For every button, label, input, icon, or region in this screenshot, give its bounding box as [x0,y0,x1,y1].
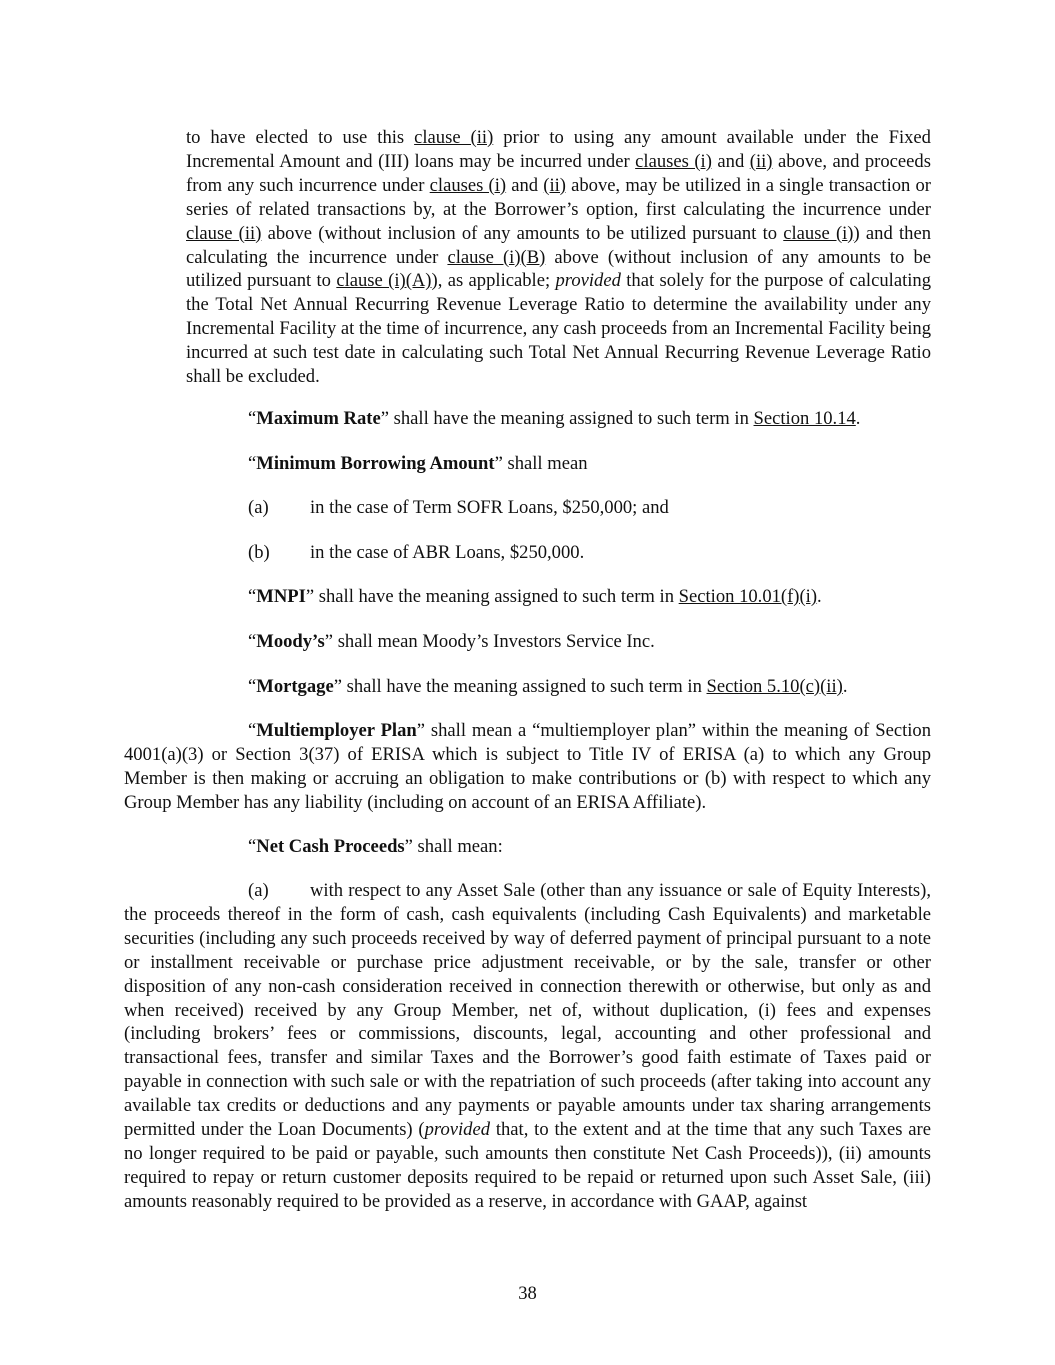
section-ref: Section 10.14 [753,408,856,429]
definition-multiemployer-plan: “Multiemployer Plan” shall mean a “multiemployer plan” within the meaning of Section 4001(a)(3) or Section 3(37) of ERISA which is subject to Title IV of ERISA (a) to which any Group Member is then making or accruing an obligation to make contributions or (b) with respect to which any Group Member has any liability (including on account of an ERISA Affiliate). [124,720,931,813]
definition-net-cash-proceeds: “Net Cash Proceeds” shall mean: [248,836,503,857]
clause-ref: clause (ii) [186,222,262,244]
definition-minimum-borrowing-amount: “Minimum Borrowing Amount” shall mean [248,453,588,474]
clause-ref: (ii) [749,150,773,172]
item-label: (b) [248,542,270,563]
incremental-proceeds-paragraph: to have elected to use this clause (ii) prior to using any amount available under the Fixed Incremental Amount and (III) loans may be incurred under clauses (i) and (ii) above, and proceeds from any such incurrence under clauses (i) and (ii) above, may be utilized in a single transaction or series of related transactions by, at the Borrower’s option, first calculating the incurrence under clause (ii) above (without inclusion of any amounts to be utilized pursuant to clause (i)) and then calculating the incurrence under clause (i)(B) above (without inclusion of any amounts to be utilized pursuant to clause (i)(A)), as applicable; provided that solely for the purpose of calculating the Total Net Annual Recurring Revenue Leverage Ratio to determine the availability under any Incremental Facility at the time of incurrence, any cash proceeds from an Incremental Facility being incurred at such test date in calculating such Total Net Annual Recurring Revenue Leverage Ratio shall be excluded. [186,127,931,388]
net-cash-proceeds-clause-a: (a) with respect to any Asset Sale (other than any issuance or sale of Equity Interests), the proceeds thereof in the form of cash, cash equivalents (including Cash Equivalents) and marketable securities (including any such proceeds received by way of deferred payment of principal pursuant to a note or installment receivable or purchase price adjustment receivable, or by the sale, transfer or other disposition of any non-cash consideration received in connection therewith or otherwise, but only as and when received) received by any Group Member, net of, without duplication, (i) fees and expenses (including brokers’ fees or commissions, discounts, legal, accounting and other professional and transactional fees, transfer and similar Taxes and the Borrower’s good faith estimate of Taxes paid or payable in connection with such sale or with the repatriation of such proceeds (after taking into account any available tax credits or deductions and any payments or payable amounts under tax sharing arrangements permitted under the Loan Documents) (provided that, to the extent and at the time that any such Taxes are no longer required to be paid or payable, such amounts then constitute Net Cash Proceeds)), (ii) amounts required to repay or return customer deposits required to be repaid or returned upon such Asset Sale, (iii) amounts reasonably required to be provided as a reserve, in accordance with GAAP, against [124,880,931,1212]
defined-term: Net Cash Proceeds [256,836,405,857]
defined-term: Multiemployer Plan [256,720,417,741]
defined-term: Moody’s [256,631,325,652]
definition-mnpi: “MNPI” shall have the meaning assigned to such term in Section 10.01(f)(i). [248,586,822,607]
list-item: (a) in the case of Term SOFR Loans, $250,000; and [248,497,669,518]
definition-mortgage: “Mortgage” shall have the meaning assigned to such term in Section 5.10(c)(ii). [248,676,848,697]
definition-maximum-rate: “Maximum Rate” shall have the meaning assigned to such term in Section 10.14. [248,408,861,429]
section-ref: Section 10.01(f)(i) [678,586,818,607]
defined-term: Maximum Rate [256,408,381,429]
definition-moodys: “Moody’s” shall mean Moody’s Investors Service Inc. [248,631,655,652]
defined-term: Mortgage [256,676,334,697]
defined-term: Minimum Borrowing Amount [256,453,495,474]
item-label: (a) [248,880,269,901]
clause-ref: clauses (i) [429,174,507,196]
page-number: 38 [518,1283,537,1304]
clause-ref: clause (i)(A) [336,270,432,292]
clause-ref: (ii) [543,174,566,196]
section-ref: Section 5.10(c)(ii) [706,676,843,697]
clause-ref: clause (i)(B) [447,246,546,268]
clause-ref: clauses (i) [635,150,712,172]
clause-ref: clause (ii) [414,127,494,148]
list-item: (b) in the case of ABR Loans, $250,000. [248,542,585,563]
item-label: (a) [248,497,269,518]
clause-ref: clause (i) [783,222,854,244]
defined-term: MNPI [256,586,306,607]
